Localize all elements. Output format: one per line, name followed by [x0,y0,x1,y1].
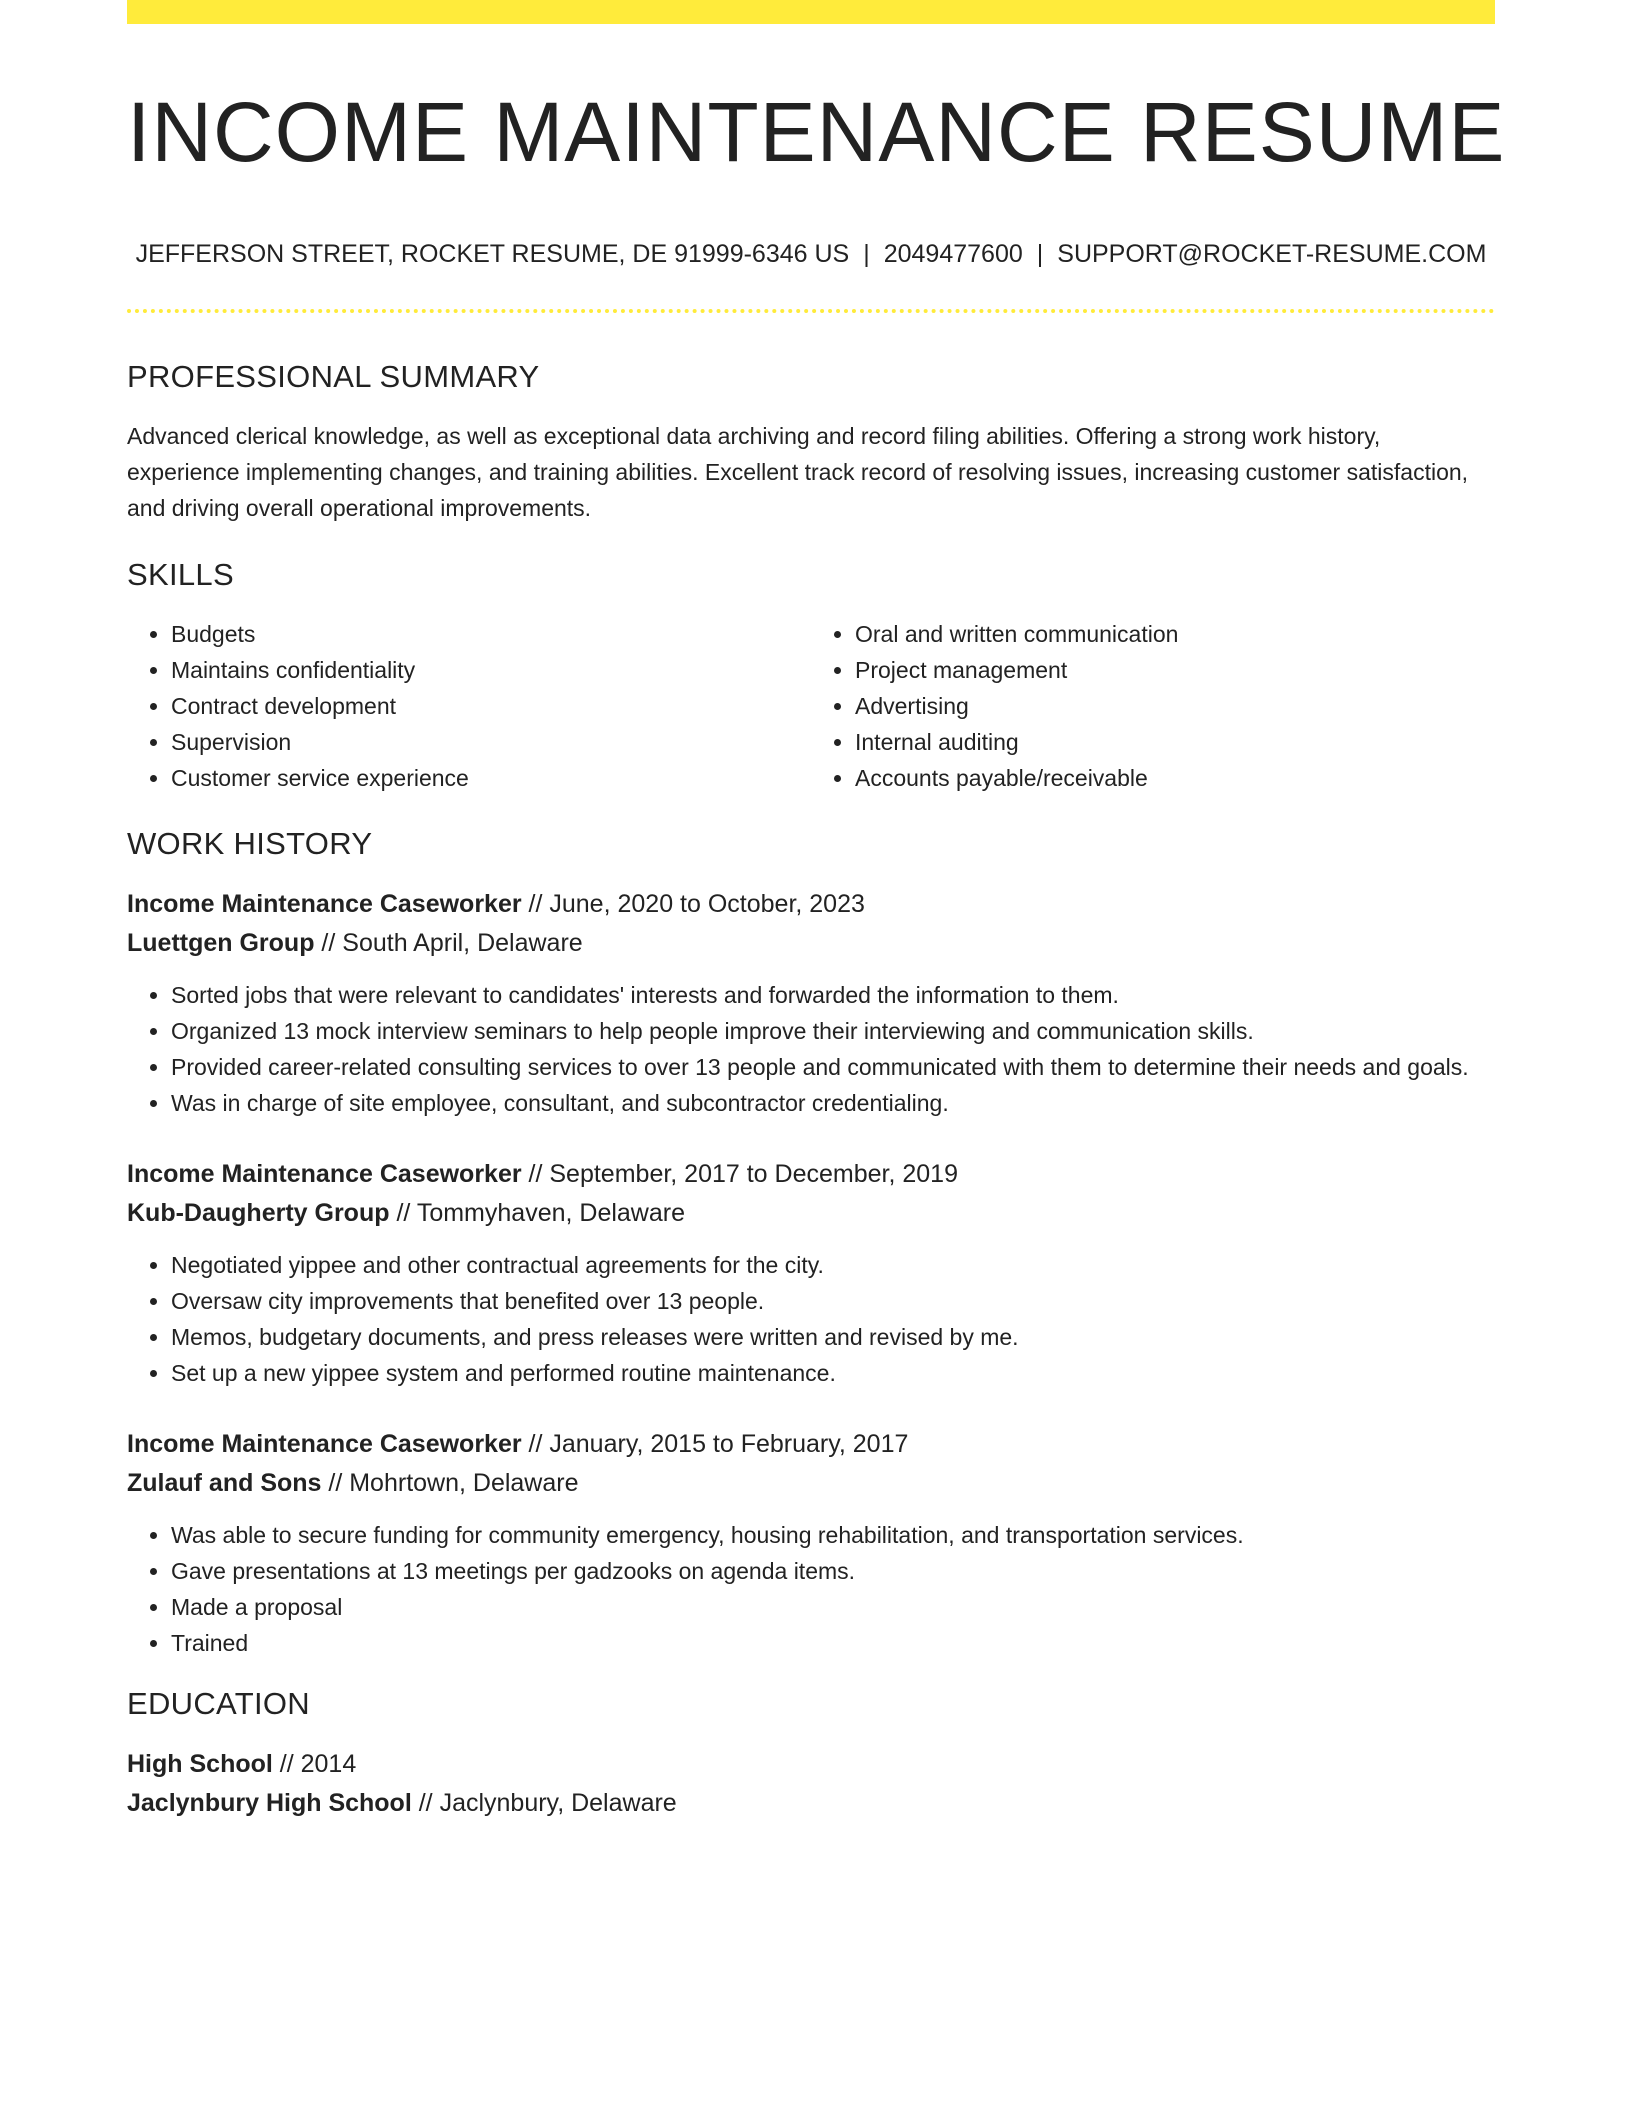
job-company: Zulauf and Sons [127,1469,322,1497]
skills-columns [127,616,1495,796]
job-title: Income Maintenance Caseworker [127,890,522,918]
skill-item: • Supervision [171,724,811,760]
job-bullet: • Was in charge of site employee, consultant, and subcontractor credentialing. [171,1085,1495,1121]
skill-item: • Maintains confidentiality [171,652,811,688]
skill-item: • Project management [855,652,1495,688]
work-history-heading: WORK HISTORY [127,826,373,861]
job-title-line [127,1425,1495,1463]
skill-item: • Contract development [171,688,811,724]
skills-list-right [811,616,1495,796]
job-bullet: • Set up a new yippee system and performed routine maintenance. [171,1355,1495,1391]
summary-heading: PROFESSIONAL SUMMARY [127,359,540,394]
job-company-line [127,1193,1495,1233]
job-company-line [127,1463,1495,1503]
job-bullets [127,977,1495,1121]
skill-item: • Accounts payable/receivable [855,760,1495,796]
job-bullet: • Provided career-related consulting services to over 13 people and communicated with them to determine their needs and goals. [171,1049,1495,1085]
job-title-line [127,1155,1495,1193]
resume-title: INCOME MAINTENANCE RESUME [127,85,1506,179]
job-entry [127,1425,1495,1661]
education-location: // Jaclynbury, Delaware [411,1789,677,1817]
skill-item: • Budgets [171,616,811,652]
job-bullet: • Was able to secure funding for community emergency, housing rehabilitation, and transportation services. [171,1517,1495,1553]
job-bullets [127,1247,1495,1391]
skill-item: • Advertising [855,688,1495,724]
skills-list-left [127,616,811,796]
job-bullet: • Memos, budgetary documents, and press releases were written and revised by me. [171,1319,1495,1355]
job-bullet: • Trained [171,1625,1495,1661]
education-degree-line [127,1745,1495,1783]
education-year: // 2014 [272,1750,357,1778]
contact-phone: 2049477600 [883,240,1023,268]
job-location: // South April, Delaware [314,929,583,957]
education-school-line [127,1783,1495,1823]
contact-line [127,239,1495,269]
education-entry [127,1745,1495,1823]
job-bullet: • Organized 13 mock interview seminars to help people improve their interviewing and communication skills. [171,1013,1495,1049]
contact-separator: | [1036,240,1044,268]
job-bullet: • Made a proposal [171,1589,1495,1625]
job-dates: // January, 2015 to February, 2017 [521,1430,909,1458]
job-title: Income Maintenance Caseworker [127,1160,522,1188]
job-company: Luettgen Group [127,929,315,957]
dotted-divider [127,309,1495,313]
job-entry [127,1155,1495,1391]
job-location: // Tommyhaven, Delaware [389,1199,685,1227]
contact-address: JEFFERSON STREET, ROCKET RESUME, DE 91999-6346 US [135,240,850,268]
job-bullet: • Negotiated yippee and other contractual agreements for the city. [171,1247,1495,1283]
job-title-line [127,885,1495,923]
skill-item: • Oral and written communication [855,616,1495,652]
skill-item: • Customer service experience [171,760,811,796]
job-company-line [127,923,1495,963]
education-school: Jaclynbury High School [127,1789,412,1817]
summary-text: Advanced clerical knowledge, as well as exceptional data archiving and record filing abilities. Offering a strong work history, experience implementing changes, and training abilities. Excellent track record of resolving issues, increasing customer satisfaction, and driving overall operational improvements. [127,423,1469,521]
job-entry [127,885,1495,1121]
skills-heading: SKILLS [127,557,234,592]
job-location: // Mohrtown, Delaware [321,1469,579,1497]
contact-email: SUPPORT@ROCKET-RESUME.COM [1057,240,1487,268]
job-title: Income Maintenance Caseworker [127,1430,522,1458]
job-bullet: • Oversaw city improvements that benefited over 13 people. [171,1283,1495,1319]
resume-page [127,0,1506,1823]
job-dates: // September, 2017 to December, 2019 [521,1160,958,1188]
education-degree: High School [127,1750,273,1778]
job-dates: // June, 2020 to October, 2023 [521,890,865,918]
accent-top-bar [127,0,1495,24]
job-bullet: • Gave presentations at 13 meetings per gadzooks on agenda items. [171,1553,1495,1589]
job-bullets [127,1517,1495,1661]
skill-item: • Internal auditing [855,724,1495,760]
job-bullet: • Sorted jobs that were relevant to candidates' interests and forwarded the information to them. [171,977,1495,1013]
job-company: Kub-Daugherty Group [127,1199,390,1227]
education-heading: EDUCATION [127,1686,310,1721]
contact-separator: | [863,240,870,268]
